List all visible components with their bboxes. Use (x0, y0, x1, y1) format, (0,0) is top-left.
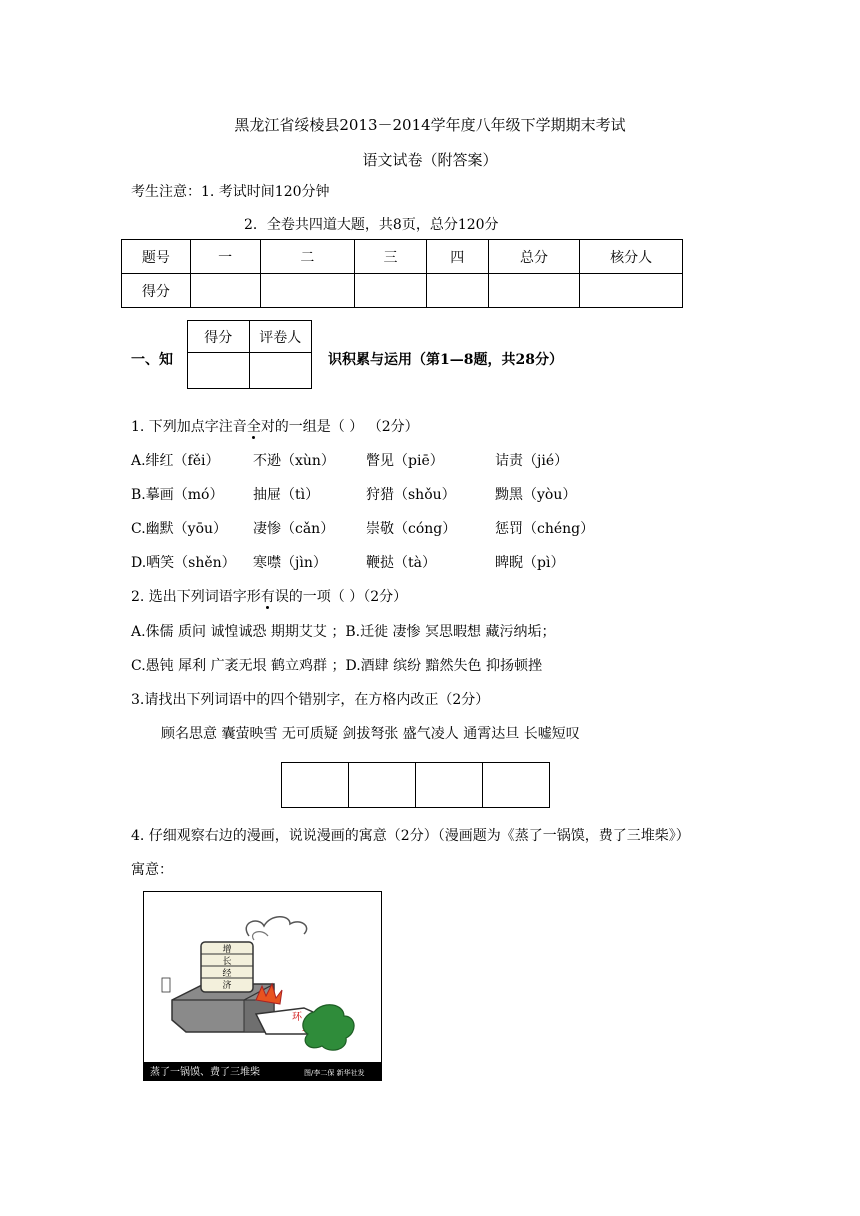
option-b-3: 狩猎（shǒu） (366, 487, 456, 503)
score-cell[interactable] (355, 274, 427, 308)
q2-stem: 2. 选出下列词语字形有误的一项（ ）（2分） (131, 589, 408, 605)
q4-answer-label: 寓意： (131, 862, 173, 878)
grader-table (187, 320, 312, 389)
q3-stem: 3.请找出下列词语中的四个错别字，在方格内改正（2分） (131, 692, 490, 708)
option-d-4: 睥睨（pì） (495, 555, 565, 571)
option-a-2: 不逊（xùn） (253, 453, 335, 469)
steamer-char: 济 (222, 981, 232, 991)
option-c-1: C.幽默（yōu） (131, 521, 228, 537)
option-b-4: 黝黑（yòu） (495, 487, 577, 503)
option-a-1: A.绯红（fěi） (131, 453, 220, 469)
cartoon-drawing (144, 892, 381, 1080)
table-header-cell: 一 (190, 240, 260, 274)
option-a-3: 瞥见（piē） (366, 453, 444, 469)
grader-score-cell[interactable] (188, 353, 250, 389)
section-1-title: 识积累与运用（第1—8题，共28分） (328, 352, 563, 368)
correction-box[interactable] (483, 763, 550, 808)
artist-seal-icon (162, 978, 170, 992)
cartoon-image (143, 891, 382, 1081)
table-header-cell: 题号 (122, 240, 191, 274)
steamer-char: 长 (222, 957, 232, 967)
option-c-4: 惩罚（chéng） (495, 521, 595, 537)
score-table (121, 239, 683, 308)
correction-boxes (281, 762, 550, 808)
arm-char: 环 (292, 1012, 302, 1023)
option-d-1: D.哂笑（shěn） (131, 555, 236, 571)
q2-options-line-2: C.愚钝 犀利 广袤无垠 鹤立鸡群 ；D.酒肆 缤纷 黯然失色 抑扬顿挫 (131, 658, 542, 674)
notice-line-1: 考生注意：1. 考试时间120分钟 (131, 184, 330, 200)
option-d-2: 寒噤（jìn） (253, 555, 327, 571)
score-cell[interactable] (580, 274, 683, 308)
cartoon-credit: 图/李二保 新华社发 (304, 1069, 365, 1077)
score-cell[interactable] (260, 274, 355, 308)
table-header-cell: 三 (355, 240, 427, 274)
table-header-cell: 核分人 (580, 240, 683, 274)
correction-box[interactable] (282, 763, 349, 808)
option-a-4: 诘责（jié） (495, 453, 569, 469)
option-d-3: 鞭挞（tà） (366, 555, 436, 571)
grader-header-cell: 评卷人 (249, 321, 312, 353)
score-cell[interactable] (426, 274, 488, 308)
table-header-cell: 四 (426, 240, 488, 274)
q1-stem: 1. 下列加点字注音全对的一组是（ ） （2分） (131, 419, 419, 435)
score-cell[interactable] (190, 274, 260, 308)
exam-title: 黑龙江省绥棱县2013－2014学年度八年级下学期期末考试 (234, 116, 626, 134)
notice-line-2: 2．全卷共四道大题，共8页，总分120分 (244, 217, 499, 233)
correction-box[interactable] (416, 763, 483, 808)
score-cell[interactable] (488, 274, 580, 308)
table-header-cell: 总分 (488, 240, 580, 274)
grader-name-cell[interactable] (249, 353, 312, 389)
cartoon-caption: 蒸了一锅馍、费了三堆柴 (150, 1067, 260, 1078)
q4-stem: 4. 仔细观察右边的漫画，说说漫画的寓意（2分）（漫画题为《蒸了一锅馍，费了三堆柴》） (131, 828, 690, 844)
option-b-1: B.摹画（mó） (131, 487, 224, 503)
option-c-2: 凄惨（cǎn） (253, 521, 335, 537)
exam-subtitle: 语文试卷（附答案） (362, 151, 498, 169)
q3-word-list: 顾名思意 囊萤映雪 无可质疑 剑拔弩张 盛气凌人 通霄达旦 长嘘短叹 (161, 726, 580, 742)
correction-box[interactable] (349, 763, 416, 808)
section-1-prefix: 一、知 (131, 352, 173, 368)
steamer-char: 增 (222, 945, 232, 955)
steamer-char: 经 (222, 969, 232, 979)
table-row-label: 得分 (122, 274, 191, 308)
table-header-cell: 二 (260, 240, 355, 274)
option-c-3: 崇敬（cóng） (366, 521, 457, 537)
grader-header-cell: 得分 (188, 321, 250, 353)
q2-options-line-1: A.侏儒 质问 诚惶诚恐 期期艾艾 ；B.迁徙 凄惨 冥思暇想 藏污纳垢； (131, 624, 556, 640)
option-b-2: 抽屉（tì） (253, 487, 320, 503)
